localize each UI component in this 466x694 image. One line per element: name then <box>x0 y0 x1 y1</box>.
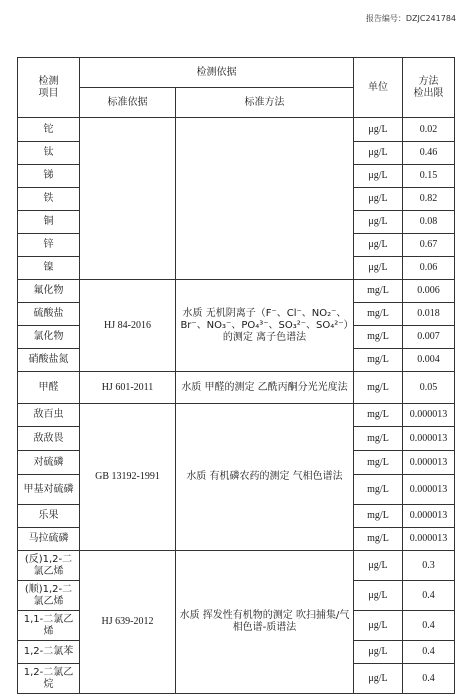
limit-cell: 0.4 <box>403 664 455 694</box>
item-name: 马拉硫磷 <box>18 528 80 551</box>
detection-table <box>17 57 455 694</box>
item-name: 锌 <box>18 234 80 257</box>
standard-cell: HJ 639-2012 <box>80 551 176 694</box>
item-name: (顺)1,2-二氯乙烯 <box>18 581 80 611</box>
limit-cell: 0.004 <box>403 349 455 372</box>
unit-cell: mg/L <box>354 372 403 404</box>
standard-cell: GB 13192-1991 <box>80 404 176 551</box>
item-name: 铁 <box>18 188 80 211</box>
limit-cell: 0.000013 <box>403 451 455 475</box>
item-name: 钛 <box>18 142 80 165</box>
limit-cell: 0.007 <box>403 326 455 349</box>
item-name: 铜 <box>18 211 80 234</box>
method-cell: 水质 挥发性有机物的测定 吹扫捕集/气相色谱-质谱法 <box>176 551 354 694</box>
unit-cell: μg/L <box>354 257 403 280</box>
item-name: 氯化物 <box>18 326 80 349</box>
limit-cell: 0.018 <box>403 303 455 326</box>
unit-cell: μg/L <box>354 142 403 165</box>
method-cell: 水质 无机阴离子（F⁻、Cl⁻、NO₂⁻、Br⁻、NO₃⁻、PO₄³⁻、SO₃²⁻、SO₄²⁻）的测定 离子色谱法 <box>176 280 354 372</box>
limit-cell: 0.02 <box>403 118 455 142</box>
limit-cell: 0.000013 <box>403 404 455 427</box>
unit-cell: mg/L <box>354 326 403 349</box>
limit-cell: 0.82 <box>403 188 455 211</box>
standard-cell: HJ 84-2016 <box>80 280 176 372</box>
limit-cell: 0.3 <box>403 551 455 581</box>
method-cell <box>176 118 354 280</box>
limit-cell: 0.4 <box>403 611 455 641</box>
unit-cell: μg/L <box>354 664 403 694</box>
method-cell: 水质 有机磷农药的测定 气相色谱法 <box>176 404 354 551</box>
limit-cell: 0.4 <box>403 641 455 664</box>
item-name: 敌百虫 <box>18 404 80 427</box>
item-name: 乐果 <box>18 505 80 528</box>
limit-cell: 0.06 <box>403 257 455 280</box>
report-number: 报告编号：DZJC241784 <box>365 14 456 23</box>
unit-cell: mg/L <box>354 349 403 372</box>
unit-cell: mg/L <box>354 280 403 303</box>
unit-cell: μg/L <box>354 165 403 188</box>
item-name: 甲醛 <box>18 372 80 404</box>
standard-cell: HJ 601-2011 <box>80 372 176 404</box>
unit-cell: mg/L <box>354 427 403 451</box>
item-name: (反)1,2-二氯乙烯 <box>18 551 80 581</box>
item-name: 1,1-二氯乙烯 <box>18 611 80 641</box>
item-name: 镍 <box>18 257 80 280</box>
header-limit: 方法 检出限 <box>403 58 455 118</box>
limit-cell: 0.67 <box>403 234 455 257</box>
item-name: 甲基对硫磷 <box>18 475 80 505</box>
header-standard: 标准依据 <box>80 88 176 118</box>
standard-cell <box>80 118 176 280</box>
unit-cell: μg/L <box>354 211 403 234</box>
unit-cell: mg/L <box>354 475 403 505</box>
header-item: 检测 项目 <box>18 58 80 118</box>
item-name: 硝酸盐氮 <box>18 349 80 372</box>
limit-cell: 0.000013 <box>403 427 455 451</box>
unit-cell: mg/L <box>354 303 403 326</box>
item-name: 敌敌畏 <box>18 427 80 451</box>
limit-cell: 0.000013 <box>403 528 455 551</box>
item-name: 1,2-二氯苯 <box>18 641 80 664</box>
unit-cell: μg/L <box>354 581 403 611</box>
unit-cell: mg/L <box>354 528 403 551</box>
item-name: 对硫磷 <box>18 451 80 475</box>
limit-cell: 0.000013 <box>403 505 455 528</box>
limit-cell: 0.15 <box>403 165 455 188</box>
item-name: 1,2-二氯乙烷 <box>18 664 80 694</box>
limit-cell: 0.05 <box>403 372 455 404</box>
item-name: 锑 <box>18 165 80 188</box>
unit-cell: μg/L <box>354 551 403 581</box>
header-method: 标准方法 <box>176 88 354 118</box>
unit-cell: μg/L <box>354 611 403 641</box>
limit-cell: 0.006 <box>403 280 455 303</box>
method-cell: 水质 甲醛的测定 乙酰丙酮分光光度法 <box>176 372 354 404</box>
unit-cell: μg/L <box>354 188 403 211</box>
header-unit: 单位 <box>354 58 403 118</box>
unit-cell: mg/L <box>354 451 403 475</box>
limit-cell: 0.4 <box>403 581 455 611</box>
header-basis: 检测依据 <box>80 58 354 88</box>
unit-cell: μg/L <box>354 118 403 142</box>
item-name: 氟化物 <box>18 280 80 303</box>
unit-cell: mg/L <box>354 404 403 427</box>
limit-cell: 0.46 <box>403 142 455 165</box>
unit-cell: μg/L <box>354 234 403 257</box>
item-name: 硫酸盐 <box>18 303 80 326</box>
item-name: 铊 <box>18 118 80 142</box>
limit-cell: 0.08 <box>403 211 455 234</box>
unit-cell: μg/L <box>354 641 403 664</box>
unit-cell: mg/L <box>354 505 403 528</box>
limit-cell: 0.000013 <box>403 475 455 505</box>
